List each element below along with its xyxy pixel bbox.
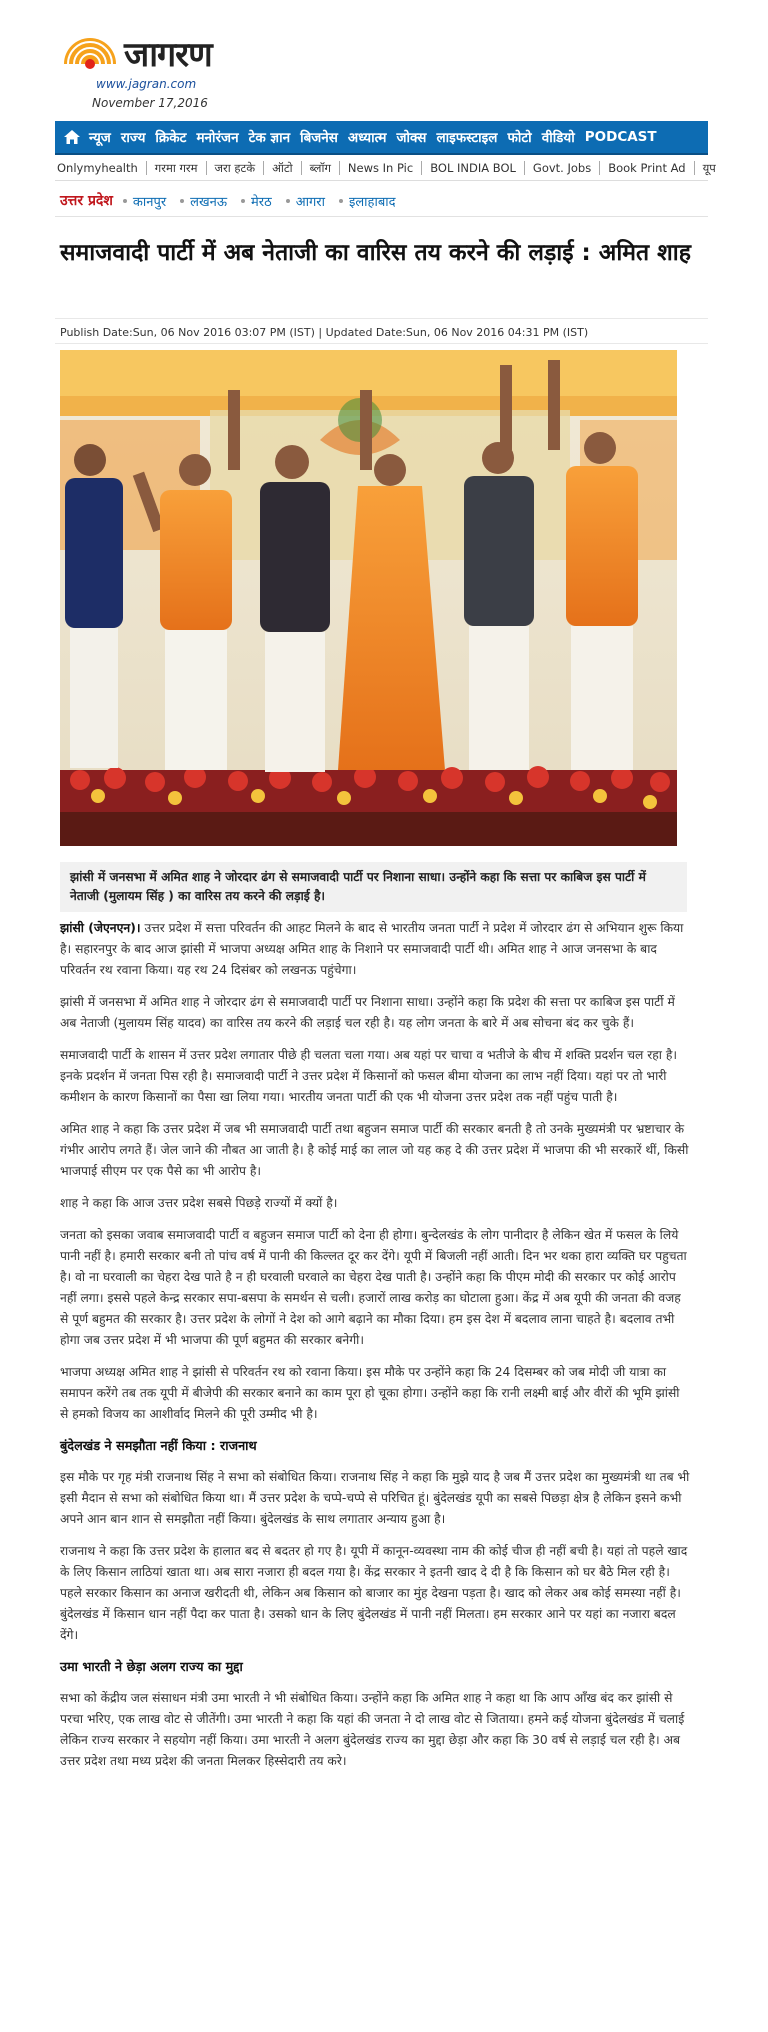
paragraph: भाजपा अध्यक्ष अमित शाह ने झांसी से परिवर्तन रथ को रवाना किया। इस मौके पर उन्होंने कहा कि 24 दिसम्बर को जब मोदी जी यात्रा का समापन करेंगे तब तक यूपी में बीजेपी की सरकार बनाने का काम पूरा हो चूका होगा। उन्होंने कहा कि रानी लक्ष्मी बाई और वीरों की भूमि झांसी से हमको विजय का आशीर्वाद मिलने की पूरी उम्मीद भी है। [60,1365,680,1421]
logo-text: जागरण [124,35,212,75]
photo-caption: झांसी में जनसभा में अमित शाह ने जोरदार ढंग से समाजवादी पार्टी पर निशाना साधा। उन्होंने कहा कि सत्ता पर काबिज इस पार्टी में नेताजी (मुलायम सिंह ) का वारिस तय करने की लड़ाई है। [60,862,687,912]
subnav-item-auto[interactable]: ऑटो [264,161,302,175]
site-url[interactable]: www.jagran.com [96,77,197,91]
divider [55,343,708,344]
nav-item-business[interactable]: बिजनेस [300,130,338,146]
rising-sun-logo-icon [60,34,120,64]
breadcrumb-city-meerut[interactable]: मेरठ [251,194,272,210]
divider [55,318,708,319]
paragraph: अमित शाह ने कहा कि उत्तर प्रदेश में जब भी समाजवादी पार्टी तथा बहुजन समाज पार्टी की सरकार बनती है तो उनके मुख्यमंत्री पर भ्रष्टाचार के गंभीर आरोप लगते हैं। जेल जाने की नौबत आ जाती है। है कोई माई का लाल जो यह कह दे की उत्तर प्रदेश में भाजपा की भी सरकारें थीं, किसी भाजपाई सीएम पर एक पैसे का भी आरोप है। [60,1122,689,1178]
nav-item-podcast[interactable]: PODCAST [584,129,657,145]
subnav-item-onlymyhealth[interactable]: Onlymyhealth [55,161,147,175]
nav-item-spirituality[interactable]: अध्यात्म [347,130,387,146]
nav-item-lifestyle[interactable]: लाइफस्टाइल [436,130,498,146]
bullet-icon [286,199,290,203]
dateline: झांसी (जेएनएन)। [60,921,141,935]
paragraph: राजनाथ ने कहा कि उत्तर प्रदेश के हालात बद से बदतर हो गए है। यूपी में कानून-व्यवस्था नाम की कोई चीज ही नहीं बची है। यहां तो पहले खाद के लिए किसान लाठियां खाता था। अब सारा नजारा ही बदल गया है। केंद्र सरकार ने इतनी खाद दे दी है कि किसान को घर बैठे मिल रही है। पहले सरकार किसान का अनाज खरीदती थी, लेकिन अब किसान को बाजार का मुंह देखना पड़ता है। खाद को लेकर अब कोई समस्या नहीं है। बुंदेलखंड में किसान धान नहीं पैदा कर पाता है। उसको धान के लिए बुंदेलखंड में पानी नहीं मिलता। हम सरकार आने पर यहां का नजारा बदल देंगे। [60,1544,688,1642]
divider [55,216,708,217]
article-dates: Publish Date:Sun, 06 Nov 2016 03:07 PM (IST) | Updated Date:Sun, 06 Nov 2016 04:31 PM (IST) [60,326,589,339]
paragraph: झांसी में जनसभा में अमित शाह ने जोरदार ढंग से समाजवादी पार्टी पर निशाना साधा। उन्होंने कहा कि प्रदेश की सत्ता पर काबिज इस पार्टी में अब नेताजी (मुलायम सिंह यादव) का वारिस तय करने की लड़ाई चल रही है। यह लोग जनता के बारे में अब सोचना बंद कर चुके हैं। [60,995,675,1030]
subnav-item-book-print-ad[interactable]: Book Print Ad [600,161,694,175]
breadcrumb-city-allahabad[interactable]: इलाहाबाद [348,194,396,210]
secondary-nav [55,156,716,181]
nav-item-news[interactable]: न्यूज [89,130,111,146]
breadcrumb-city-kanpur[interactable]: कानपुर [132,194,167,210]
section-heading: उमा भारती ने छेड़ा अलग राज्य का मुद्दा [60,1660,243,1675]
nav-item-video[interactable]: वीडियो [541,130,575,146]
article-body [60,918,690,1783]
paragraph: जनता को इसका जवाब समाजवादी पार्टी व बहुजन समाज पार्टी को देना ही होगा। बुन्देलखंड के लोग पानीदार है लेकिन खेत में फसल के लिये पानी नहीं है। हमारी सरकार बनी तो पांच वर्ष में पानी की किल्लत दूर कर देंगे। यूपी में बिजली नहीं आती। दिन भर थका हारा व्यक्ति घर पहुचता है। वो ना घरवाली का चेहरा देख पाते है न ही घरवाली घरवाले का चेहरा देख पाती है। उन्होंने कहा कि पीएम मोदी की सरकार पर कोई आरोप नहीं लगा। इससे पहले केन्द्र सरकार सपा-बसपा के समर्थन से चली। हजारों लाख करोड़ का घोटाला हुआ। केंद्र में अब यूपी की जनता की वजह से पूर्ण बहुमत की सरकार है। उत्तर प्रदेश के लोगों ने देश को आगे बढ़ाने का मौका दिया। हम इस देश में बदलाव लाना चाहते है। बदलाव तभी होगा जब उत्तर प्रदेश में भी भाजपा की पूर्ण बहुमत की सरकार बनेगी। [60,1228,687,1347]
bullet-icon [123,199,127,203]
subnav-item-news-in-pic[interactable]: News In Pic [340,161,422,175]
nav-item-photo[interactable]: फोटो [507,130,532,146]
nav-item-tech[interactable]: टेक ज्ञान [248,130,291,146]
subnav-item-govt-jobs[interactable]: Govt. Jobs [525,161,600,175]
nav-item-states[interactable]: राज्य [120,130,146,146]
nav-item-jokes[interactable]: जोक्स [396,130,427,146]
paragraph: इस मौके पर गृह मंत्री राजनाथ सिंह ने सभा को संबोधित किया। राजनाथ सिंह ने कहा कि मुझे याद है जब मैं उत्तर प्रदेश का मुख्यमंत्री था तब भी इसी मैदान से सभा को संबोधित किया था। मैं उत्तर प्रदेश के चप्पे-चप्पे से परिचित हूं। बुंदेलखंड यूपी का सबसे पिछड़ा क्षेत्र है लेकिन इसने कभी अपने आन बान शान से समझौता नहीं किया। बुंदेलखंड के साथ लगातार अन्याय हुआ है। [60,1470,690,1526]
subnav-item-garma-garam[interactable]: गरमा गरम [147,161,207,175]
paragraph: समाजवादी पार्टी के शासन में उत्तर प्रदेश लगातार पीछे ही चलता चला गया। अब यहां पर चाचा व भतीजे के बीच में शक्ति प्रदर्शन चल रहा है। इनके प्रदर्शन में जनता पिस रही है। समाजवादी पार्टी ने उत्तर प्रदेश में किसानों को फसल बीमा योजना का लाभ नहीं दिया। यहां पर तो भारी कमीशन के कारण किसानों का पैसा खा लिया गया। भारतीय जनता पार्टी की एक भी योजना उत्तर प्रदेश तक नहीं पहुंच पाती है। [60,1048,678,1104]
site-date: November 17,2016 [92,96,208,110]
subnav-item-bol-india-bol[interactable]: BOL INDIA BOL [422,161,525,175]
article-title: समाजवादी पार्टी में अब नेताजी का वारिस तय करने की लड़ाई : अमित शाह [60,240,691,266]
nav-item-entertainment[interactable]: मनोरंजन [196,130,239,146]
section-heading: बुंदेलखंड ने समझौता नहीं किया : राजनाथ [60,1439,257,1454]
subnav-item-blog[interactable]: ब्लॉग [302,161,340,175]
jagran-logo[interactable] [60,30,230,75]
nav-item-cricket[interactable]: क्रिकेट [155,130,187,146]
breadcrumb [60,191,410,210]
bullet-icon [241,199,245,203]
breadcrumb-city-agra[interactable]: आगरा [295,194,325,210]
bullet-icon [339,199,343,203]
home-icon[interactable] [61,126,83,148]
subnav-item-zara-hatke[interactable]: जरा हटके [207,161,265,175]
subnav-item-up[interactable]: यूप [702,161,716,175]
paragraph-text: उत्तर प्रदेश में सत्ता परिवर्तन की आहट मिलने के बाद से भारतीय जनता पार्टी ने प्रदेश में जोरदार ढंग से अभियान शुरू किया है। सहारनपुर के बाद आज झांसी में भाजपा अध्यक्ष अमित शाह के निशाने पर समाजवादी पार्टी थी। अमित शाह ने आज जनसभा के बाद परिवर्तन रथ रवाना किया। यह रथ 24 दिसंबर को लखनऊ पहुंचेगा। [60,921,684,977]
article-photo [60,350,677,846]
bullet-icon [180,199,184,203]
paragraph: शाह ने कहा कि आज उत्तर प्रदेश सबसे पिछड़े राज्यों में क्यों है। [60,1196,338,1210]
breadcrumb-state[interactable]: उत्तर प्रदेश [60,193,113,209]
paragraph: सभा को केंद्रीय जल संसाधन मंत्री उमा भारती ने भी संबोधित किया। उन्होंने कहा कि अमित शाह ने कहा था कि आप आँख बंद कर झांसी से परचा भरिए, एक लाख वोट से जीतेंगी। उमा भारती ने कहा कि यहां की जनता ने दो लाख वोट से जिताया। हमने कई योजना बुंदेलखंड में चलाई लेकिन राज्य सरकार ने सहयोग नहीं किया। उमा भारती ने अलग बुंदेलखंड राज्य का मुद्दा छेड़ा और कहा कि 30 वर्ष से लड़ाई चल रही है। अब उत्तर प्रदेश तथा मध्य प्रदेश की जनता मिलकर हिस्सेदारी तय करे। [60,1691,685,1768]
primary-nav [55,121,708,155]
paragraph [60,918,690,981]
breadcrumb-city-lucknow[interactable]: लखनऊ [190,194,228,210]
